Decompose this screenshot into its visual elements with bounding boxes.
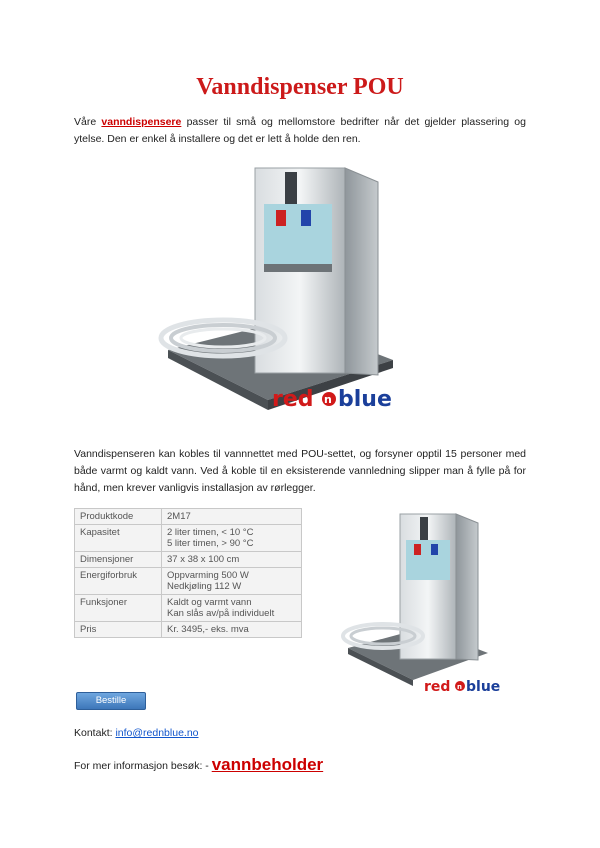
more-info-label: For mer informasjon besøk: - <box>74 760 212 772</box>
spec-value-line: 5 liter timen, > 90 °C <box>167 538 254 549</box>
spec-row <box>75 568 302 595</box>
product-image-water-dispenser <box>148 160 428 420</box>
intro-prefix: Våre <box>74 116 102 128</box>
logo-n: n <box>324 393 332 406</box>
contact-line <box>74 727 199 739</box>
logo-blue: blue <box>338 387 392 412</box>
logo-blue-small: blue <box>466 679 501 695</box>
spec-label: Dimensjoner <box>75 552 162 568</box>
spec-table <box>74 508 302 638</box>
product-image-water-dispenser-small <box>338 508 508 698</box>
rednblue-logo <box>272 387 392 412</box>
page-title: Vanndispenser POU <box>196 74 404 100</box>
spec-label: Kapasitet <box>75 525 162 552</box>
vannbeholder-link[interactable]: vannbeholder <box>211 755 324 774</box>
spec-value-line: Kaldt og varmt vann <box>167 597 252 608</box>
spec-label: Energiforbruk <box>75 568 162 595</box>
logo-n-small: n <box>457 683 462 691</box>
spec-value <box>162 568 302 595</box>
contact-email-link[interactable]: info@rednblue.no <box>115 727 199 739</box>
intro-suffix: passer til små og mellomstore bedrifter når det gjelder plassering og ytelse. Den er enkel å installere og det er lett å holde den ren. <box>74 116 526 145</box>
spec-value <box>162 622 302 638</box>
spec-value-line: Nedkjøling 112 W <box>167 581 242 592</box>
intro-paragraph <box>74 114 526 148</box>
spec-value <box>162 552 302 568</box>
spec-row <box>75 525 302 552</box>
spec-value <box>162 525 302 552</box>
spec-value-line: Oppvarming 500 W <box>167 570 249 581</box>
spec-value-line: 2M17 <box>167 511 191 522</box>
vanndispensere-link[interactable]: vanndispensere <box>101 116 182 128</box>
rednblue-logo-small <box>424 679 500 695</box>
spec-value-line: Kr. 3495,- eks. mva <box>167 624 249 635</box>
description-paragraph: Vanndispenseren kan kobles til vannnettet med POU-settet, og forsyner opptil 15 personer med både varmt og kaldt vann. Ved å koble til en eksisterende vannledning slipper man å fylle på for hånd, men krever vanligvis installasjon av rørlegger. <box>74 448 526 494</box>
contact-label: Kontakt: <box>74 727 116 739</box>
spec-row <box>75 595 302 622</box>
spec-row <box>75 509 302 525</box>
spec-value-line: 37 x 38 x 100 cm <box>167 554 240 565</box>
logo-red-small: red <box>424 679 451 695</box>
order-button[interactable]: Bestille <box>76 692 146 710</box>
spec-label: Pris <box>75 622 162 638</box>
spec-row <box>75 622 302 638</box>
spec-row <box>75 552 302 568</box>
spec-value-line: Kan slås av/på individuelt <box>167 608 275 619</box>
spec-value <box>162 595 302 622</box>
spec-label: Produktkode <box>75 509 162 525</box>
spec-label: Funksjoner <box>75 595 162 622</box>
logo-red: red <box>272 387 314 412</box>
spec-value-line: 2 liter timen, < 10 °C <box>167 527 254 538</box>
more-info-line <box>74 755 323 775</box>
spec-value <box>162 509 302 525</box>
